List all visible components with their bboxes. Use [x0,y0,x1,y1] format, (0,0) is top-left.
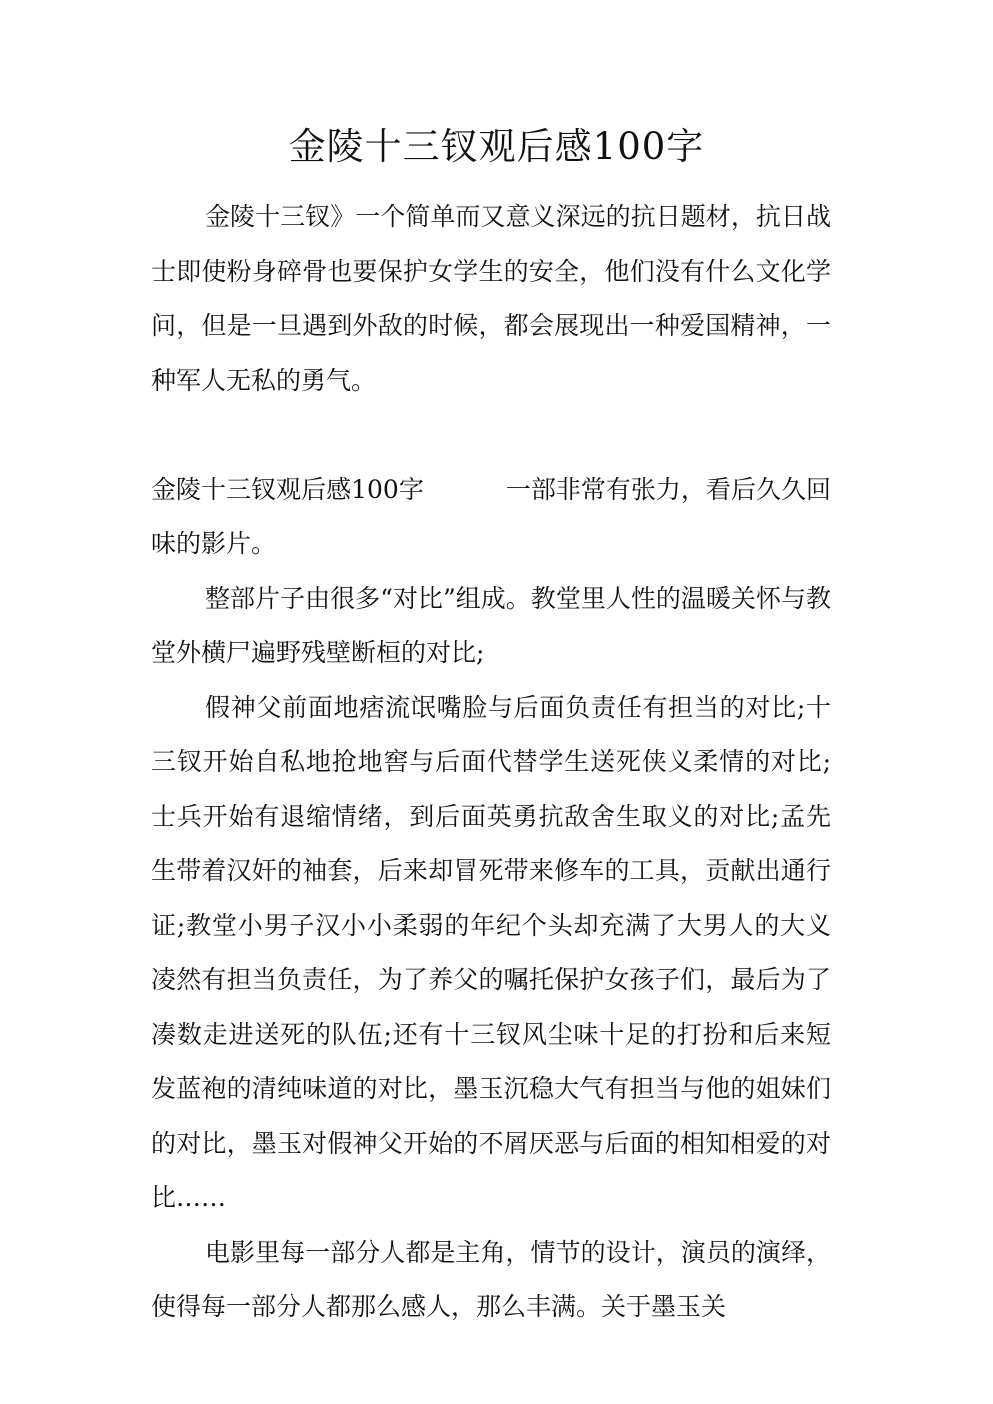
subheading-text: 金陵十三钗观后感100字 [151,474,424,504]
document-body [151,190,831,1335]
paragraph-spacer [151,408,831,463]
paragraph-subheading [151,463,831,572]
document-title: 金陵十三钗观后感100字 [288,125,705,168]
paragraph-contrast-intro: 整部片子由很多“对比”组成。教堂里人性的温暖关怀与教堂外横尸遍野残壁断桓的对比; [151,583,831,667]
paragraph-intro: 金陵十三钗》一个简单而又意义深远的抗日题材，抗日战士即使粉身碎骨也要保护女学生的安全，他们没有什么文化学问，但是一旦遇到外敌的时候，都会展现出一种爱国精神，一种军人无私的勇气。 [151,202,831,395]
paragraph-characters: 电影里每一部分人都是主角，情节的设计，演员的演绎，使得每一部分人都那么感人，那么丰满。关于墨玉关 [151,1237,831,1321]
subheading-continuation: 一部非常有张力，看后久久回味的影片。 [151,474,831,558]
paragraph-contrast-list: 假神父前面地痞流氓嘴脸与后面负责任有担当的对比;十三钗开始自私地抢地窖与后面代替学生送死侠义柔情的对比;士兵开始有退缩情绪，到后面英勇抗敌舍生取义的对比;孟先生带着汉奸的袖套，后来却冒死带来修车的工具，贡献出通行证;教堂小男子汉小小柔弱的年纪个头却充满了大男人的大义凌然有担当负责任，为了养父的嘱托保护女孩子们，最后为了凑数走进送死的队伍;还有十三钗风尘味十足的打扮和后来短发蓝袍的清纯味道的对比，墨玉沉稳大气有担当与他的姐妹们的对比，墨玉对假神父开始的不屑厌恶与后面的相知相爱的对比…… [151,692,831,1212]
